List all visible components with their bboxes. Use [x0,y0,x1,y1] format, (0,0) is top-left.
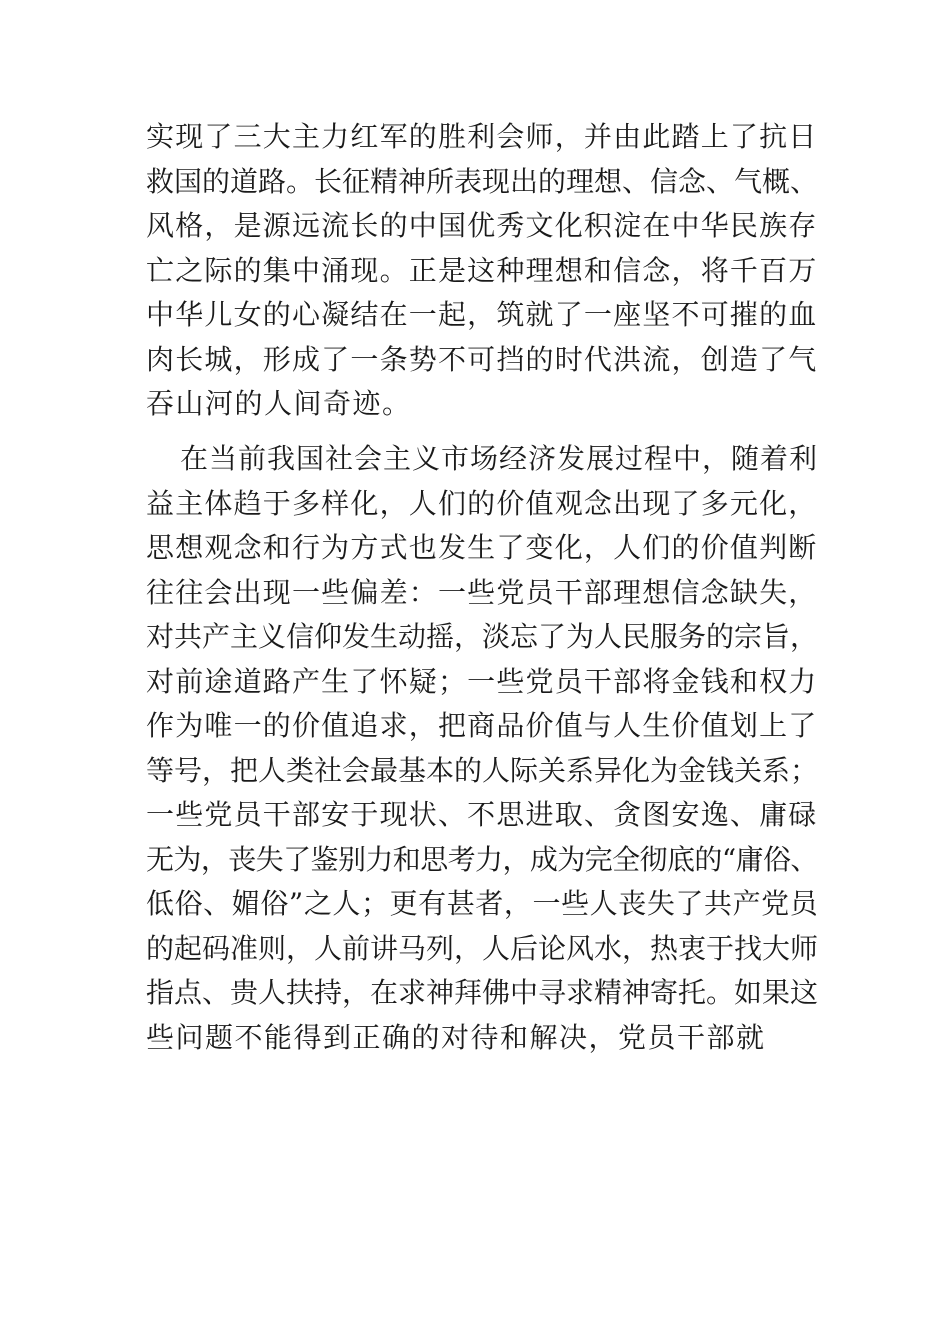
text-line: 实现了三大主力红军的胜利会师，并由此踏上了抗日 [146,120,818,153]
text-line: 救国的道路。长征精神所表现出的理想、信念、气概、 [146,164,819,198]
text-line: 肉长城，形成了一条势不可挡的时代洪流，创造了气 [146,342,818,376]
text-line: 对共产主义信仰发生动摇，淡忘了为人民服务的宗旨， [146,620,819,653]
text-line: 对前途道路产生了怀疑；一些党员干部将金钱和权力 [146,664,818,698]
text-line: 风格，是源远流长的中国优秀文化积淀在中华民族存 [146,209,818,242]
text-line: 的起码准则，人前讲马列，人后论风水，热衷于找大师 [146,931,819,965]
text-line: 些问题不能得到正确的对待和解决，党员干部就 [146,1020,766,1054]
text-line: 等号，把人类社会最基本的人际关系异化为金钱关系； [146,753,819,787]
text-line: 亡之际的集中涌现。正是这种理想和信念，将千百万 [146,253,818,287]
text-line: 指点、贵人扶持，在求神拜佛中寻求精神寄托。如果这 [146,976,819,1009]
text-line: 低俗、媚俗”之人；更有甚者，一些人丧失了共产党员 [146,887,819,920]
text-line: 往往会出现一些偏差：一些党员干部理想信念缺失， [146,575,818,609]
text-line: 中华儿女的心凝结在一起，筑就了一座坚不可摧的血 [146,298,818,331]
paragraph-1 [146,115,818,427]
text-line: 吞山河的人间奇迹。 [146,387,412,420]
text-line: 益主体趋于多样化，人们的价值观念出现了多元化， [146,486,818,520]
text-line: 思想观念和行为方式也发生了变化，人们的价值判断 [146,531,818,564]
text-line: 一些党员干部安于现状、不思进取、贪图安逸、庸碌 [146,798,818,831]
paragraph-2 [146,437,818,1060]
text-line: 作为唯一的价值追求，把商品价值与人生价值划上了 [146,709,818,742]
text-line-indented: 在当前我国社会主义市场经济发展过程中，随着利 [180,442,819,475]
text-line: 无为，丧失了鉴别力和思考力，成为完全彻底的“庸俗、 [146,842,818,876]
